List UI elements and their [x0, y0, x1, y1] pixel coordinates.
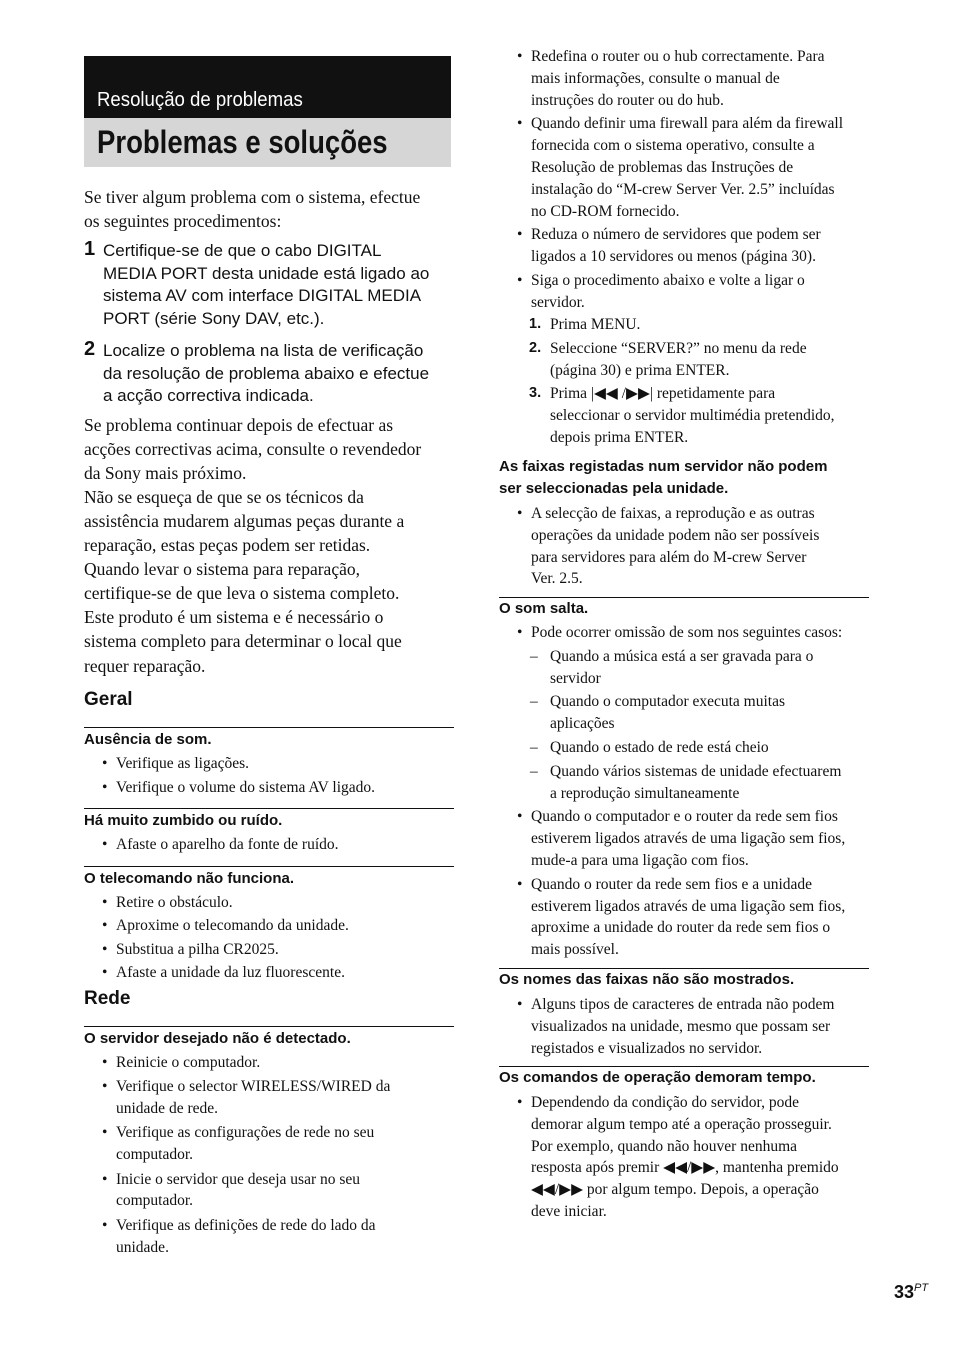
section-heading-rede: Rede — [84, 988, 131, 1009]
bullet-text-line: Quando o router da rede sem fios e a unidade — [531, 875, 813, 893]
bullet-text-line: Retire o obstáculo. — [116, 893, 233, 911]
sub-step-text-line: seleccionar o servidor multimédia pretendido, — [550, 407, 835, 425]
bullet-text-line: Reduza o número de servidores que podem ser — [531, 226, 821, 244]
step-text-line: a acção correctiva indicada. — [103, 386, 314, 406]
intro-line: Se tiver algum problema com o sistema, efectue — [84, 187, 421, 207]
bullet-text-line: Verifique o selector WIRELESS/WIRED da — [116, 1077, 391, 1095]
step-text-line: PORT (série Sony DAV, etc.). — [103, 308, 325, 328]
note-line: Não se esqueça de que se os técnicos da — [84, 487, 364, 508]
bullet-text-line: Quando definir uma firewall para além da firewall — [531, 115, 844, 133]
bullet-item — [517, 503, 820, 590]
bullet-text-line: mais possível. — [531, 941, 619, 959]
bullet-item — [102, 753, 249, 775]
bullet-item — [102, 1215, 376, 1259]
bullet-item — [517, 622, 843, 644]
bullet-marker: • — [517, 115, 523, 133]
bullet-text-line: instalação do “M-crew Server Ver. 2.5” incluídas — [531, 180, 835, 198]
bullet-marker: • — [517, 808, 523, 826]
problem-title: Ausência de som. — [84, 731, 212, 748]
bullet-item — [517, 46, 825, 111]
bullet-text-line: aplicações — [550, 715, 615, 733]
sub-step-number: 2. — [529, 339, 542, 356]
dash-item — [530, 737, 769, 759]
bullet-text-line: Quando o computador executa muitas — [550, 693, 786, 711]
dash-item — [530, 761, 842, 805]
header-title-bar — [84, 118, 451, 167]
bullet-marker: • — [517, 624, 523, 641]
section-header — [84, 56, 451, 167]
note-line: certifique-se de que leva o sistema completo. — [84, 583, 400, 604]
bullet-text-line: Ver. 2.5. — [531, 570, 583, 588]
intro-line: os seguintes procedimentos: — [84, 211, 282, 231]
bullet-text-line: Verifique as definições de rede do lado da — [116, 1216, 376, 1234]
bullet-marker: • — [517, 226, 523, 244]
bullet-text-line: unidade de rede. — [116, 1099, 218, 1117]
bullet-item — [102, 962, 345, 984]
bullet-text-line: Alguns tipos de caracteres de entrada não podem — [531, 996, 835, 1013]
bullet-text-line: fornecida com o sistema operativo, consulte a — [531, 137, 815, 155]
bullet-text-line: computador. — [116, 1192, 194, 1210]
bullet-text-line: Redefina o router ou o hub correctamente. Para — [531, 48, 825, 65]
bullet-text-line: servidor. — [531, 293, 585, 311]
bullet-item — [102, 939, 279, 961]
sub-step-text-line: Prima MENU. — [550, 316, 641, 333]
bullet-text-line: operações da unidade podem não ser possíveis — [531, 526, 820, 544]
dash-marker: – — [530, 647, 538, 665]
dash-marker: – — [530, 739, 538, 756]
sub-step-number: 1. — [529, 316, 542, 332]
bullet-text-line: estiverem ligados através de uma ligação sem fios, — [531, 830, 846, 848]
header-category-bar — [84, 56, 451, 118]
note-line: reparação, estas peças podem ser retidas. — [84, 535, 371, 556]
bullet-text-line: Quando o estado de rede está cheio — [550, 739, 769, 756]
bullet-marker: • — [102, 893, 108, 911]
divider — [84, 727, 454, 728]
bullet-text-line: Verifique as ligações. — [116, 755, 249, 772]
sub-step-number: 3. — [529, 385, 542, 402]
bullet-item — [102, 1122, 375, 1166]
bullet-text-line: no CD-ROM fornecido. — [531, 202, 680, 220]
bullet-text-line: servidor — [550, 669, 601, 687]
note-line: Se problema continuar depois de efectuar as — [84, 415, 394, 435]
problem-title: O som salta. — [499, 600, 589, 617]
bullet-item — [102, 1052, 261, 1074]
bullet-text-line: ligados a 10 servidores ou menos (página 30). — [531, 248, 816, 266]
bullet-item — [517, 1092, 839, 1223]
bullet-text-line: Siga o procedimento abaixo e volte a ligar o — [531, 272, 805, 289]
step-text-line: sistema AV com interface DIGITAL MEDIA — [103, 286, 422, 306]
bullet-marker: • — [517, 875, 523, 893]
bullet-marker: • — [517, 505, 523, 522]
bullet-item — [517, 113, 844, 222]
bullet-text-line: para servidores para além do M-crew Server — [531, 548, 807, 566]
sub-step-text-line: depois prima ENTER. — [550, 428, 689, 446]
bullet-text-line: estiverem ligados através de uma ligação sem fios, — [531, 897, 846, 915]
bullet-text-line: instruções do router ou do hub. — [531, 91, 724, 109]
bullet-text-line: computador. — [116, 1145, 194, 1163]
problem-title: O servidor desejado não é detectado. — [84, 1030, 351, 1047]
dash-item — [530, 646, 814, 690]
bullet-text-line: Pode ocorrer omissão de som nos seguintes casos: — [531, 624, 843, 641]
note-line: requer reparação. — [84, 655, 206, 676]
bullet-text-line: resposta após premir ◀◀/▶▶, mantenha premido — [531, 1159, 839, 1177]
sub-step — [529, 383, 835, 448]
bullet-item — [102, 777, 376, 799]
bullet-marker: • — [102, 1216, 108, 1234]
step-number: 2 — [84, 338, 96, 360]
bullet-text-line: mude-a para uma ligação com fios. — [531, 851, 749, 869]
page-title: Problemas e soluções — [97, 124, 388, 160]
sub-step-text-line: Seleccione “SERVER?” no menu da rede — [550, 339, 807, 357]
note-line: assistência mudarem algumas peças durante a — [84, 511, 405, 532]
sub-step-text-line: Prima |◀◀ /▶▶| repetidamente para — [550, 385, 776, 403]
bullet-marker: • — [102, 755, 108, 772]
divider — [84, 866, 454, 867]
bullet-marker: • — [102, 778, 108, 796]
bullet-marker: • — [517, 48, 523, 65]
problem-title: O telecomando não funciona. — [84, 869, 295, 887]
problem-title: ser seleccionadas pela unidade. — [499, 480, 729, 497]
bullet-item — [102, 892, 233, 914]
bullet-item — [517, 224, 821, 268]
note-line: sistema completo para determinar o local que — [84, 631, 402, 652]
bullet-text-line: Reinicie o computador. — [116, 1054, 261, 1071]
bullet-marker: • — [102, 836, 108, 853]
bullet-marker: • — [102, 964, 108, 981]
bullet-text-line: A selecção de faixas, a reprodução e as outras — [531, 505, 815, 522]
bullet-marker: • — [102, 940, 108, 958]
bullet-text-line: Inicie o servidor que deseja usar no seu — [116, 1170, 361, 1188]
step-text-line: Certifique-se de que o cabo DIGITAL — [103, 241, 382, 260]
problem-title: Os comandos de operação demoram tempo. — [499, 1069, 816, 1086]
bullet-text-line: a reprodução simultaneamente — [550, 784, 740, 802]
dash-marker: – — [530, 693, 538, 711]
bullet-text-line: Dependendo da condição do servidor, pode — [531, 1094, 799, 1111]
bullet-text-line: deve iniciar. — [531, 1202, 607, 1220]
bullet-item — [102, 1169, 361, 1213]
dash-item — [530, 691, 786, 735]
bullet-text-line: visualizados na unidade, mesmo que possam ser — [531, 1017, 831, 1035]
bullet-text-line: unidade. — [116, 1238, 169, 1256]
bullet-text-line: registados e visualizados no servidor. — [531, 1039, 763, 1057]
bullet-marker: • — [517, 1094, 523, 1111]
bullet-marker: • — [102, 1077, 108, 1095]
note-line: da Sony mais próximo. — [84, 463, 247, 484]
note-line: Este produto é um sistema e é necessário o — [84, 607, 384, 628]
bullet-item — [102, 1076, 391, 1120]
bullet-marker: • — [102, 917, 108, 934]
bullet-text-line: Substitua a pilha CR2025. — [116, 940, 279, 958]
bullet-text-line: aproxime a unidade do router da rede sem fios o — [531, 919, 831, 937]
bullet-item — [517, 806, 846, 871]
bullet-marker: • — [517, 996, 523, 1013]
bullet-text-line: Por exemplo, quando não houver nenhuma — [531, 1137, 798, 1155]
bullet-item — [102, 834, 339, 856]
header-category: Resolução de problemas — [97, 89, 303, 111]
sub-step — [529, 338, 807, 382]
bullet-item — [517, 994, 835, 1059]
note-line: acções correctivas acima, consulte o revendedor — [84, 439, 422, 460]
bullet-text-line: demorar algum tempo até a operação prosseguir. — [531, 1115, 832, 1133]
bullet-item — [517, 874, 846, 961]
sub-step — [529, 314, 641, 336]
step-number: 1 — [84, 238, 96, 260]
bullet-text-line: Verifique as configurações de rede no seu — [116, 1124, 375, 1142]
note-line: Quando levar o sistema para reparação, — [84, 559, 360, 580]
bullet-marker: • — [102, 1124, 108, 1142]
dash-marker: – — [530, 762, 538, 780]
bullet-text-line: ◀◀/▶▶ por algum tempo. Depois, a operação — [531, 1181, 819, 1199]
bullet-text-line: Aproxime o telecomando da unidade. — [116, 917, 349, 934]
bullet-marker: • — [102, 1054, 108, 1071]
bullet-item — [102, 915, 349, 937]
bullet-item — [517, 270, 805, 314]
bullet-text-line: Verifique o volume do sistema AV ligado. — [116, 778, 376, 796]
problem-title: Os nomes das faixas não são mostrados. — [499, 971, 795, 988]
bullet-text-line: Quando vários sistemas de unidade efectuarem — [550, 762, 842, 780]
section-heading-geral: Geral — [84, 689, 133, 710]
bullet-marker: • — [102, 1170, 108, 1188]
problem-title: Há muito zumbido ou ruído. — [84, 812, 283, 829]
bullet-marker: • — [517, 272, 523, 289]
bullet-text-line: Afaste a unidade da luz fluorescente. — [116, 964, 345, 981]
step-text-line: MEDIA PORT desta unidade está ligado ao — [103, 263, 430, 283]
sub-step-text-line: (página 30) e prima ENTER. — [550, 361, 730, 379]
step-text-line: Localize o problema na lista de verificação — [103, 341, 424, 360]
bullet-text-line: Quando o computador e o router da rede sem fios — [531, 808, 838, 826]
problem-title: As faixas registadas num servidor não podem — [499, 458, 828, 475]
divider — [84, 808, 454, 809]
bullet-text-line: Resolução de problemas das Instruções de — [531, 158, 794, 176]
divider — [84, 1026, 454, 1027]
bullet-text-line: Quando a música está a ser gravada para o — [550, 647, 814, 665]
step-text-line: da resolução de problema abaixo e efectue — [103, 363, 430, 383]
bullet-text-line: mais informações, consulte o manual de — [531, 69, 780, 87]
page-number: $33^{PT}$ — [894, 1282, 929, 1302]
bullet-text-line: Afaste o aparelho da fonte de ruído. — [116, 836, 339, 853]
